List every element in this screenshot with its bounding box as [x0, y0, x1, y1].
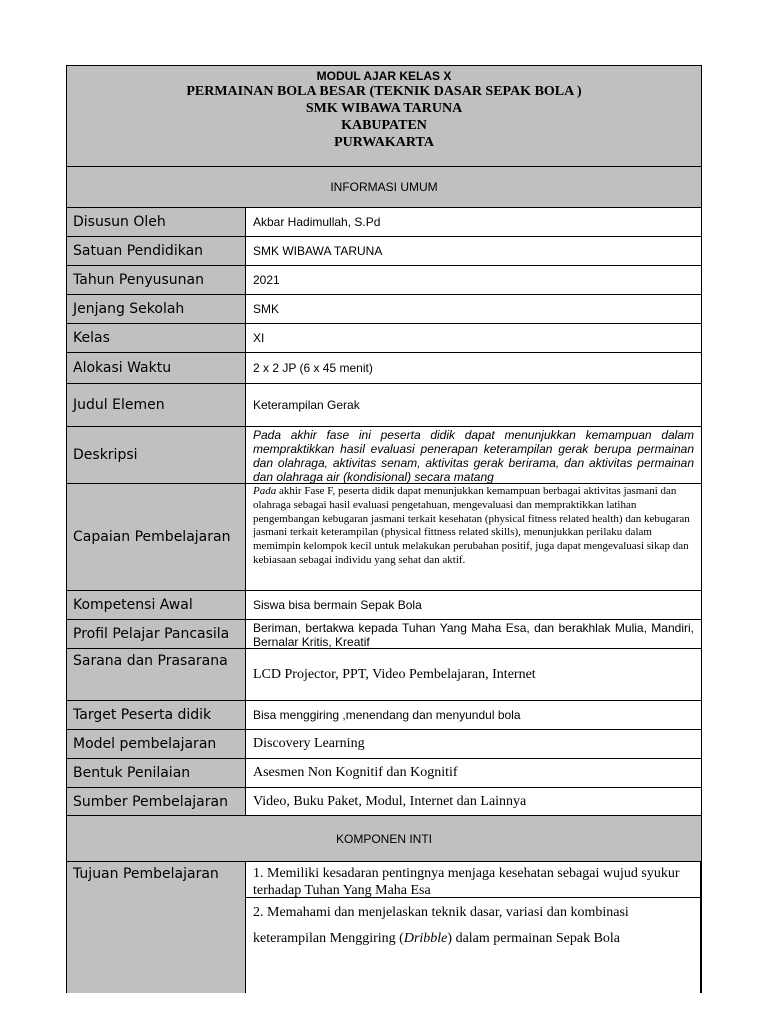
label-deskripsi: Deskripsi	[67, 427, 246, 483]
value-capaian	[246, 484, 701, 590]
row-profil	[67, 620, 701, 649]
tujuan-item-2-text-b: ) dalam permainan Sepak Bola	[447, 931, 621, 946]
row-judul	[67, 384, 701, 427]
header-regency: KABUPATEN	[341, 118, 427, 133]
row-jenjang	[67, 295, 701, 324]
tujuan-list	[246, 862, 701, 993]
label-profil: Profil Pelajar Pancasila	[67, 620, 246, 648]
label-alokasi: Alokasi Waktu	[67, 353, 246, 383]
row-kompetensi	[67, 591, 701, 620]
row-satuan	[67, 237, 701, 266]
value-deskripsi: Pada akhir fase ini peserta didik dapat menunjukkan kemampuan dalam mempraktikkan hasil evaluasi penerapan keterampilan gerak berupa permainan dan olahraga, aktivitas senam, aktivitas gerak berirama, dan aktivitas permainan dan olahraga air (kondisional) secara matang	[246, 427, 701, 483]
value-sarana: LCD Projector, PPT, Video Pembelajaran, Internet	[246, 649, 701, 700]
label-model: Model pembelajaran	[67, 730, 246, 758]
row-alokasi	[67, 353, 701, 384]
value-sumber: Video, Buku Paket, Modul, Internet dan Lainnya	[246, 788, 701, 815]
value-alokasi: 2 x 2 JP (6 x 45 menit)	[246, 353, 701, 383]
value-target: Bisa menggiring ,menendang dan menyundul bola	[246, 701, 701, 729]
label-sarana: Sarana dan Prasarana	[67, 649, 246, 700]
row-tahun	[67, 266, 701, 295]
value-model: Discovery Learning	[246, 730, 701, 758]
header-title: MODUL AJAR KELAS X	[316, 69, 452, 83]
value-kompetensi: Siswa bisa bermain Sepak Bola	[246, 591, 701, 619]
label-capaian: Capaian Pembelajaran	[67, 484, 246, 590]
label-kelas: Kelas	[67, 324, 246, 352]
value-satuan: SMK WIBAWA TARUNA	[246, 237, 701, 265]
header-school: SMK WIBAWA TARUNA	[305, 101, 463, 116]
tujuan-item-2	[246, 898, 700, 993]
row-kelas	[67, 324, 701, 353]
module-table	[66, 65, 702, 993]
row-sarana	[67, 649, 701, 701]
row-model	[67, 730, 701, 759]
value-judul: Keterampilan Gerak	[246, 384, 701, 426]
row-disusun	[67, 208, 701, 237]
label-sumber: Sumber Pembelajaran	[67, 788, 246, 815]
label-bentuk: Bentuk Penilaian	[67, 759, 246, 787]
label-judul: Judul Elemen	[67, 384, 246, 426]
label-target: Target Peserta didik	[67, 701, 246, 729]
value-kelas: XI	[246, 324, 701, 352]
header-city: PURWAKARTA	[334, 135, 434, 150]
label-tujuan: Tujuan Pembelajaran	[67, 862, 246, 993]
value-tahun: 2021	[246, 266, 701, 294]
label-jenjang: Jenjang Sekolah	[67, 295, 246, 323]
document-header	[67, 66, 701, 167]
label-tahun: Tahun Penyusunan	[67, 266, 246, 294]
header-subtitle: PERMAINAN BOLA BESAR (TEKNIK DASAR SEPAK BOLA )	[186, 84, 582, 99]
row-capaian	[67, 484, 701, 591]
row-tujuan	[67, 862, 701, 993]
row-deskripsi	[67, 427, 701, 484]
section-komponen-inti: KOMPONEN INTI	[67, 816, 701, 862]
label-satuan: Satuan Pendidikan	[67, 237, 246, 265]
section-informasi-umum: INFORMASI UMUM	[67, 167, 701, 208]
label-disusun: Disusun Oleh	[67, 208, 246, 236]
value-bentuk: Asesmen Non Kognitif dan Kognitif	[246, 759, 701, 787]
row-sumber	[67, 788, 701, 816]
row-target	[67, 701, 701, 730]
tujuan-item-2-text-a: 2. Memahami dan menjelaskan teknik dasar, variasi dan kombinasi keterampilan Menggiring (	[253, 905, 629, 946]
label-kompetensi: Kompetensi Awal	[67, 591, 246, 619]
tujuan-item-1: 1. Memiliki kesadaran pentingnya menjaga kesehatan sebagai wujud syukur terhadap Tuhan Yang Maha Esa	[246, 862, 700, 898]
value-disusun: Akbar Hadimullah, S.Pd	[246, 208, 701, 236]
value-capaian-italic: Pada	[253, 485, 277, 497]
row-bentuk	[67, 759, 701, 788]
value-capaian-text: akhir Fase F, peserta didik dapat menunjukkan kemampuan berbagai aktivitas jasmani dan olahraga sebagai hasil evaluasi pengetahuan, mengevaluasi dan mempraktikkan latihan pengembangan kebugaran jasmani terkait kesehatan (physical fitness related health) dan kebugaran jasmani terkait keterampilan (physical fittness related skills), menunjukkan perilaku dalam memimpin kelompok kecil untuk melakukan perubahan positif, juga dapat mengevaluasi sikap dan kebiasaan sebagai individu yang sehat dan aktif.	[253, 485, 690, 566]
value-jenjang: SMK	[246, 295, 701, 323]
tujuan-item-2-italic: Dribble	[403, 931, 448, 946]
value-profil: Beriman, bertakwa kepada Tuhan Yang Maha Esa, dan berakhlak Mulia, Mandiri, Bernalar Kritis, Kreatif	[246, 620, 701, 648]
